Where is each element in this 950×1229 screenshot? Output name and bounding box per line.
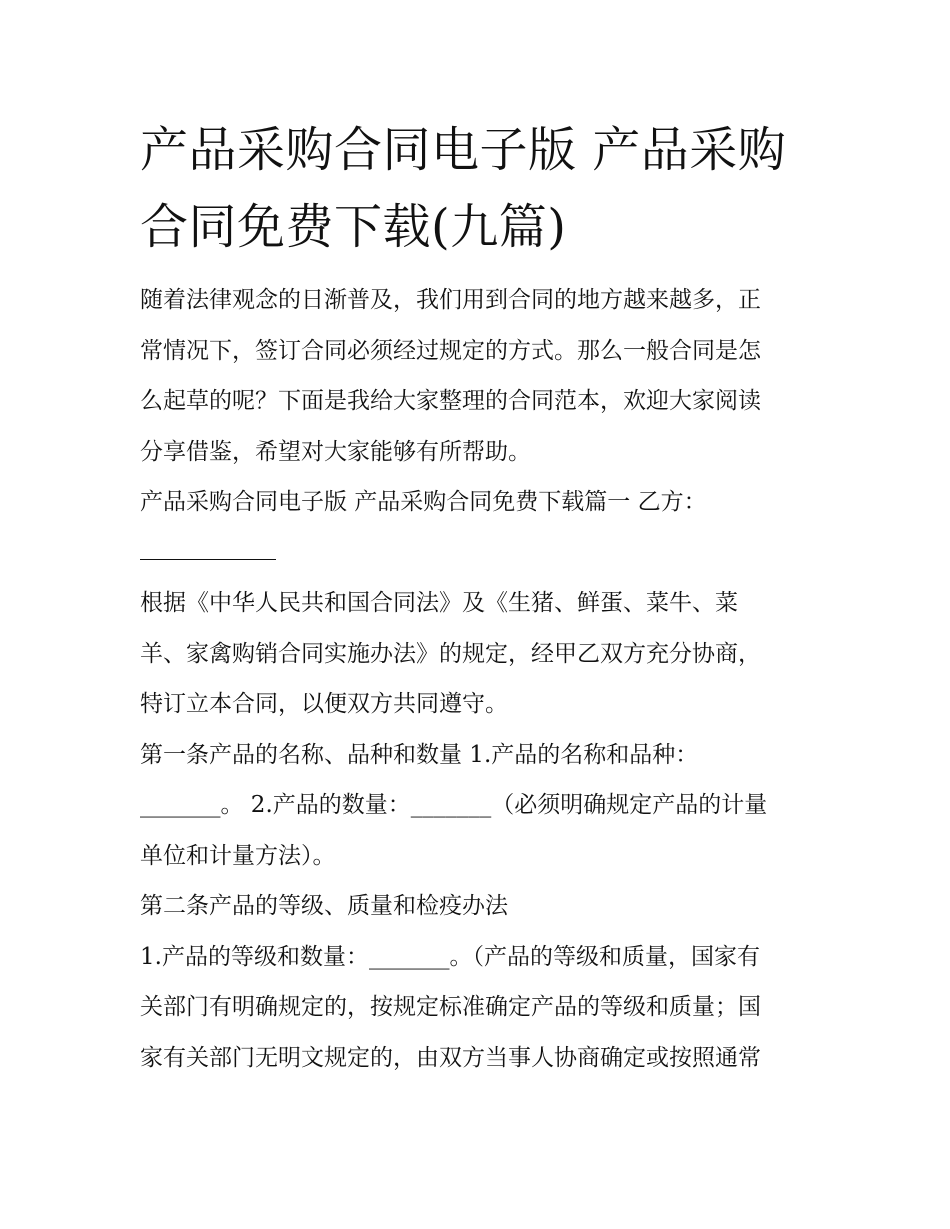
body-line: 产品采购合同电子版 产品采购合同免费下载篇一 乙方： bbox=[140, 489, 707, 515]
body-line: 单位和计量方法）。 bbox=[140, 842, 336, 869]
blank-fill-line bbox=[140, 528, 820, 579]
title-line: 合同免费下载(九篇) bbox=[140, 199, 567, 255]
body-line: 关部门有明确规定的，按规定标准确定产品的等级和质量；国 bbox=[140, 994, 761, 1020]
body-line: 1.产品的等级和数量：_______。（产品的等级和质量，国家有 bbox=[140, 943, 760, 970]
body-line: 羊、家禽购销合同实施办法》的规定，经甲乙双方充分协商， bbox=[140, 640, 761, 667]
document-title bbox=[140, 112, 820, 266]
title-line: 产品采购合同电子版 产品采购 bbox=[140, 122, 787, 178]
body-line: _______。 2.产品的数量：_______（必须明确规定产品的计量 bbox=[140, 792, 768, 818]
body-line: 么起草的呢？下面是我给大家整理的合同范本，欢迎大家阅读 bbox=[140, 388, 761, 414]
body-line: 分享借鉴，希望对大家能够有所帮助。 bbox=[140, 438, 531, 465]
body-line: 第二条产品的等级、质量和检疫办法 bbox=[140, 893, 508, 919]
document-body bbox=[140, 275, 820, 1083]
body-line: 第一条产品的名称、品种和数量 1.产品的名称和品种： bbox=[140, 741, 699, 768]
body-line: 根据《中华人民共和国合同法》及《生猪、鲜蛋、菜牛、菜 bbox=[140, 590, 738, 616]
blank-underline bbox=[140, 539, 276, 560]
body-line: 常情况下，签订合同必须经过规定的方式。那么一般合同是怎 bbox=[140, 337, 761, 364]
body-line: 特订立本合同，以便双方共同遵守。 bbox=[140, 691, 508, 717]
body-line: 随着法律观念的日渐普及，我们用到合同的地方越来越多，正 bbox=[140, 287, 761, 313]
body-line: 家有关部门无明文规定的，由双方当事人协商确定或按照通常 bbox=[140, 1044, 761, 1071]
